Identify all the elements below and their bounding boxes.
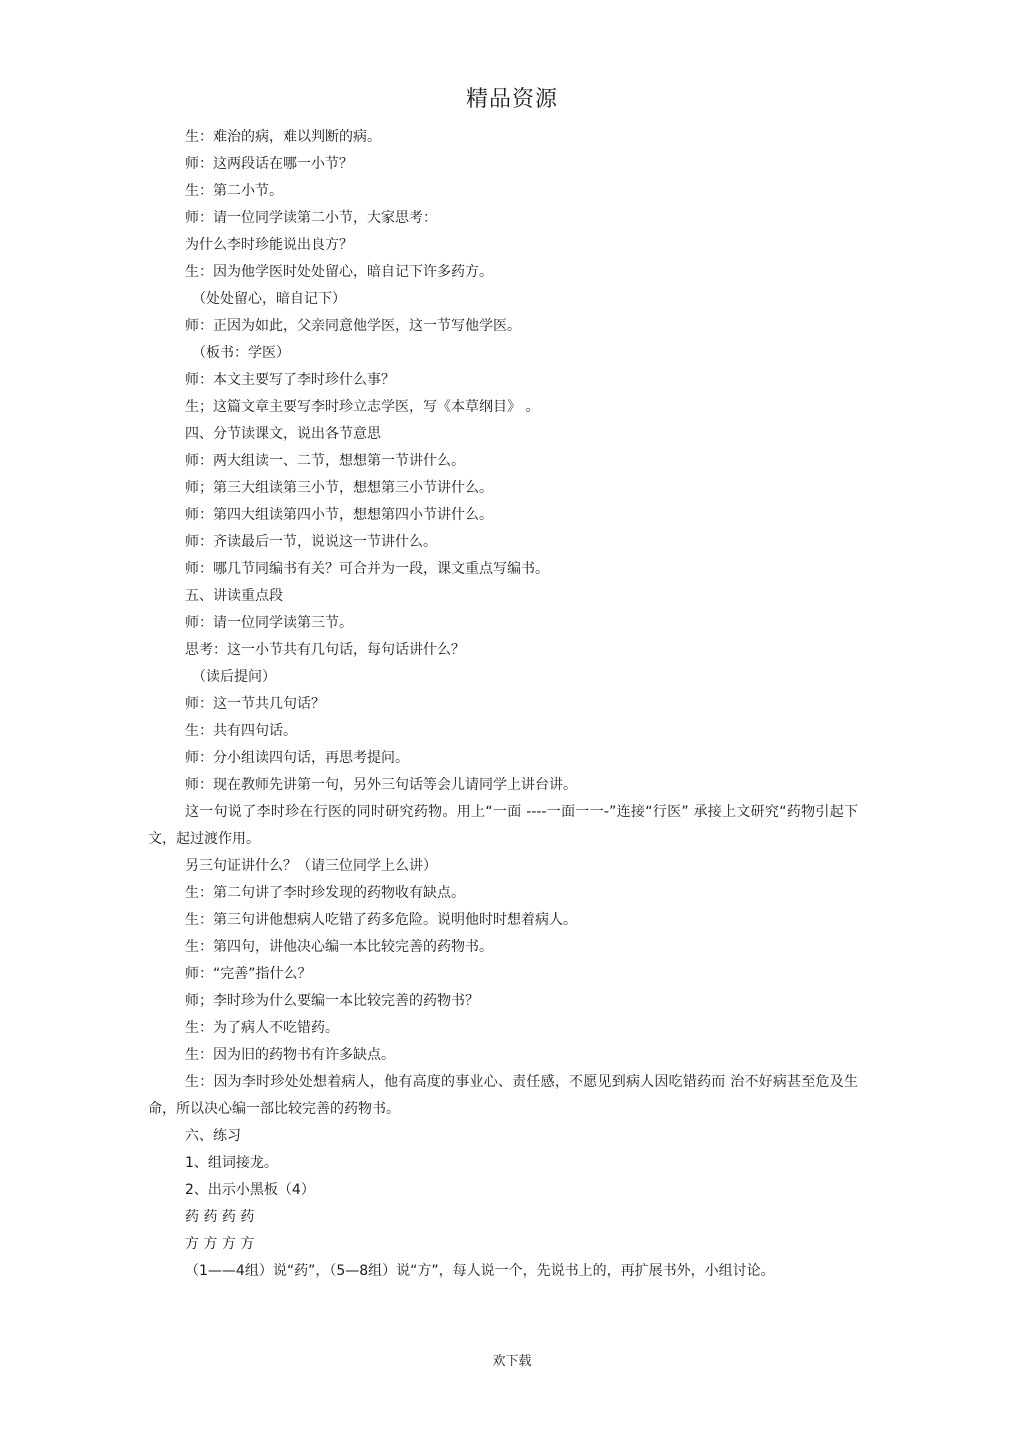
- page-title: 精品资源: [465, 87, 558, 112]
- text-line: 2、出示小黑板（4）: [185, 1182, 315, 1198]
- text-line: 为什么李时珍能说出良方？: [185, 237, 353, 253]
- text-line: 生：因为他学医时处处留心，暗自记下许多药方。: [185, 264, 493, 280]
- text-line: 生：难治的病，难以判断的病。: [185, 129, 381, 145]
- text-line: （板书：学医）: [192, 345, 290, 361]
- text-line: 师：这一节共几句话？: [185, 696, 325, 712]
- text-line: 生：第二小节。: [185, 183, 283, 199]
- text-line: 师：分小组读四句话，再思考提问。: [185, 750, 409, 766]
- text-line: 师：齐读最后一节，说说这一节讲什么。: [185, 534, 437, 550]
- text-line: 师：正因为如此，父亲同意他学医，这一节写他学医。: [185, 318, 521, 334]
- text-line: 生：因为旧的药物书有许多缺点。: [185, 1047, 395, 1063]
- paragraph-reason: 生：因为李时珍处处想着病人，他有高度的事业心、责任感，不愿见到病人因吃错药而 治不好病甚至危及生命，所以决心编一部比较完善的药物书。: [148, 1074, 858, 1117]
- text-line: 师；李时珍为什么要编一本比较完善的药物书？: [185, 993, 479, 1009]
- text-line: 生：共有四句话。: [185, 723, 297, 739]
- text-line: 师：第四大组读第四小节，想想第四小节讲什么。: [185, 507, 493, 523]
- text-line: 药 药 药 药: [185, 1209, 255, 1225]
- page-footer: 欢下载: [492, 1354, 532, 1369]
- paragraph-group: （1——4组）说“药”，（5—8组）说“方”，每人说一个，先说书上的，再扩展书外，小组讨论。: [185, 1263, 775, 1279]
- text-line: 生：第二句讲了李时珍发现的药物收有缺点。: [185, 885, 465, 901]
- text-line: 方 方 方 方: [185, 1236, 255, 1252]
- paragraph-transfer: 这一句说了李时珍在行医的同时研究药物。用上“一面 ----一面一一-”连接“行医” 承接上文研究“药物引起下文，起过渡作用。: [148, 804, 858, 847]
- text-line: 师：本文主要写了李时珍什么事？: [185, 372, 395, 388]
- text-line: 师：现在教师先讲第一句，另外三句话等会儿请同学上讲台讲。: [185, 777, 577, 793]
- text-line: 生：第三句讲他想病人吃错了药多危险。说明他时时想着病人。: [185, 912, 577, 928]
- document-body: [148, 124, 858, 1285]
- text-line: 师：请一位同学读第二小节，大家思考：: [185, 210, 437, 226]
- text-line: 另三句证讲什么？（请三位同学上么讲）: [185, 858, 437, 874]
- text-line: 师：“完善”指什么？: [185, 966, 312, 982]
- text-line: 师；第三大组读第三小节，想想第三小节讲什么。: [185, 480, 493, 496]
- text-line: （读后提问）: [192, 669, 276, 685]
- text-line: 师：请一位同学读第三节。: [185, 615, 353, 631]
- section-heading: 六、练习: [185, 1128, 241, 1144]
- text-line: 1、组词接龙。: [185, 1155, 278, 1171]
- text-line: 思考：这一小节共有几句话，每句话讲什么？: [185, 642, 465, 658]
- text-line: 师：两大组读一、二节，想想第一节讲什么。: [185, 453, 465, 469]
- text-line: 师：这两段话在哪一小节？: [185, 156, 353, 172]
- text-line: （处处留心，暗自记下）: [192, 291, 346, 307]
- text-line: 师：哪几节同编书有关？可合并为一段，课文重点写编书。: [185, 561, 549, 577]
- section-heading: 四、分节读课文，说出各节意思: [185, 426, 381, 442]
- text-line: 生：为了病人不吃错药。: [185, 1020, 339, 1036]
- section-heading: 五、讲读重点段: [185, 588, 283, 604]
- text-line: 生；这篇文章主要写李时珍立志学医，写《本草纲目》 。: [185, 399, 540, 415]
- text-line: 生：第四句，讲他决心编一本比较完善的药物书。: [185, 939, 493, 955]
